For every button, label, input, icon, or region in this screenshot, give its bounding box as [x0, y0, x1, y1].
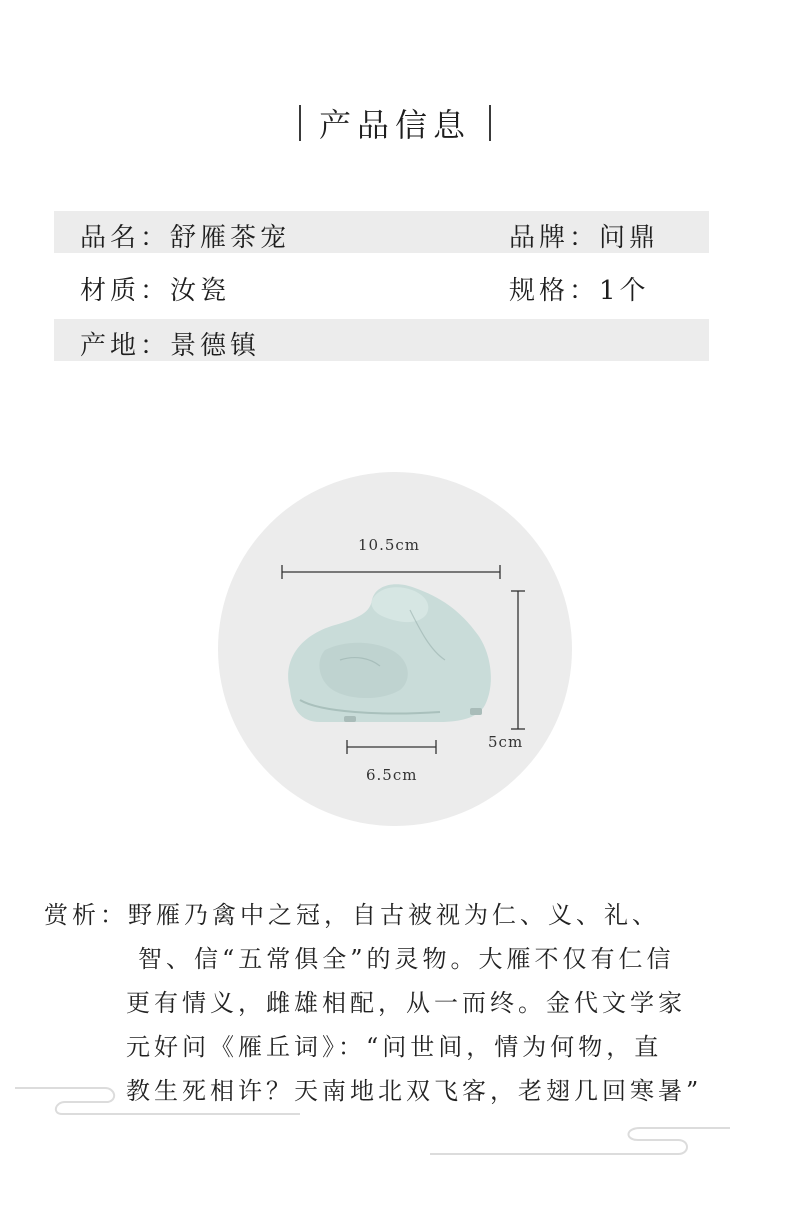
description-line-1: 赏析：野雁乃禽中之冠，自古被视为仁、义、礼、 [44, 901, 660, 929]
product-origin: 产地：景德镇 [80, 331, 261, 361]
product-spec: 规格：1个 [509, 276, 650, 306]
description-line-2: 智、信“五常俱全”的灵物。大雁不仅有仁信 [138, 945, 675, 973]
product-name: 品名：舒雁茶宠 [80, 223, 291, 253]
product-material: 材质：汝瓷 [80, 276, 231, 306]
description-line-5: 教生死相许？天南地北双飞客，老翅几回寒暑” [126, 1077, 703, 1105]
base-dimension-line [347, 740, 436, 754]
base-label: 6.5cm [366, 766, 418, 784]
height-label: 5cm [488, 733, 524, 751]
description-line-3: 更有情义，雌雄相配，从一而终。金代文学家 [126, 989, 686, 1017]
description-line-4: 元好问《雁丘词》：“问世间，情为何物，直 [126, 1033, 663, 1061]
cloud-ornament-right [420, 1122, 740, 1167]
page-title: 产品信息 [318, 106, 471, 144]
length-label: 10.5cm [358, 536, 421, 554]
goose-figurine [288, 584, 491, 722]
product-brand: 品牌：问鼎 [509, 223, 660, 253]
length-dimension-line [282, 565, 500, 579]
cloud-ornament-left [10, 1078, 310, 1123]
height-dimension-line [511, 591, 525, 729]
